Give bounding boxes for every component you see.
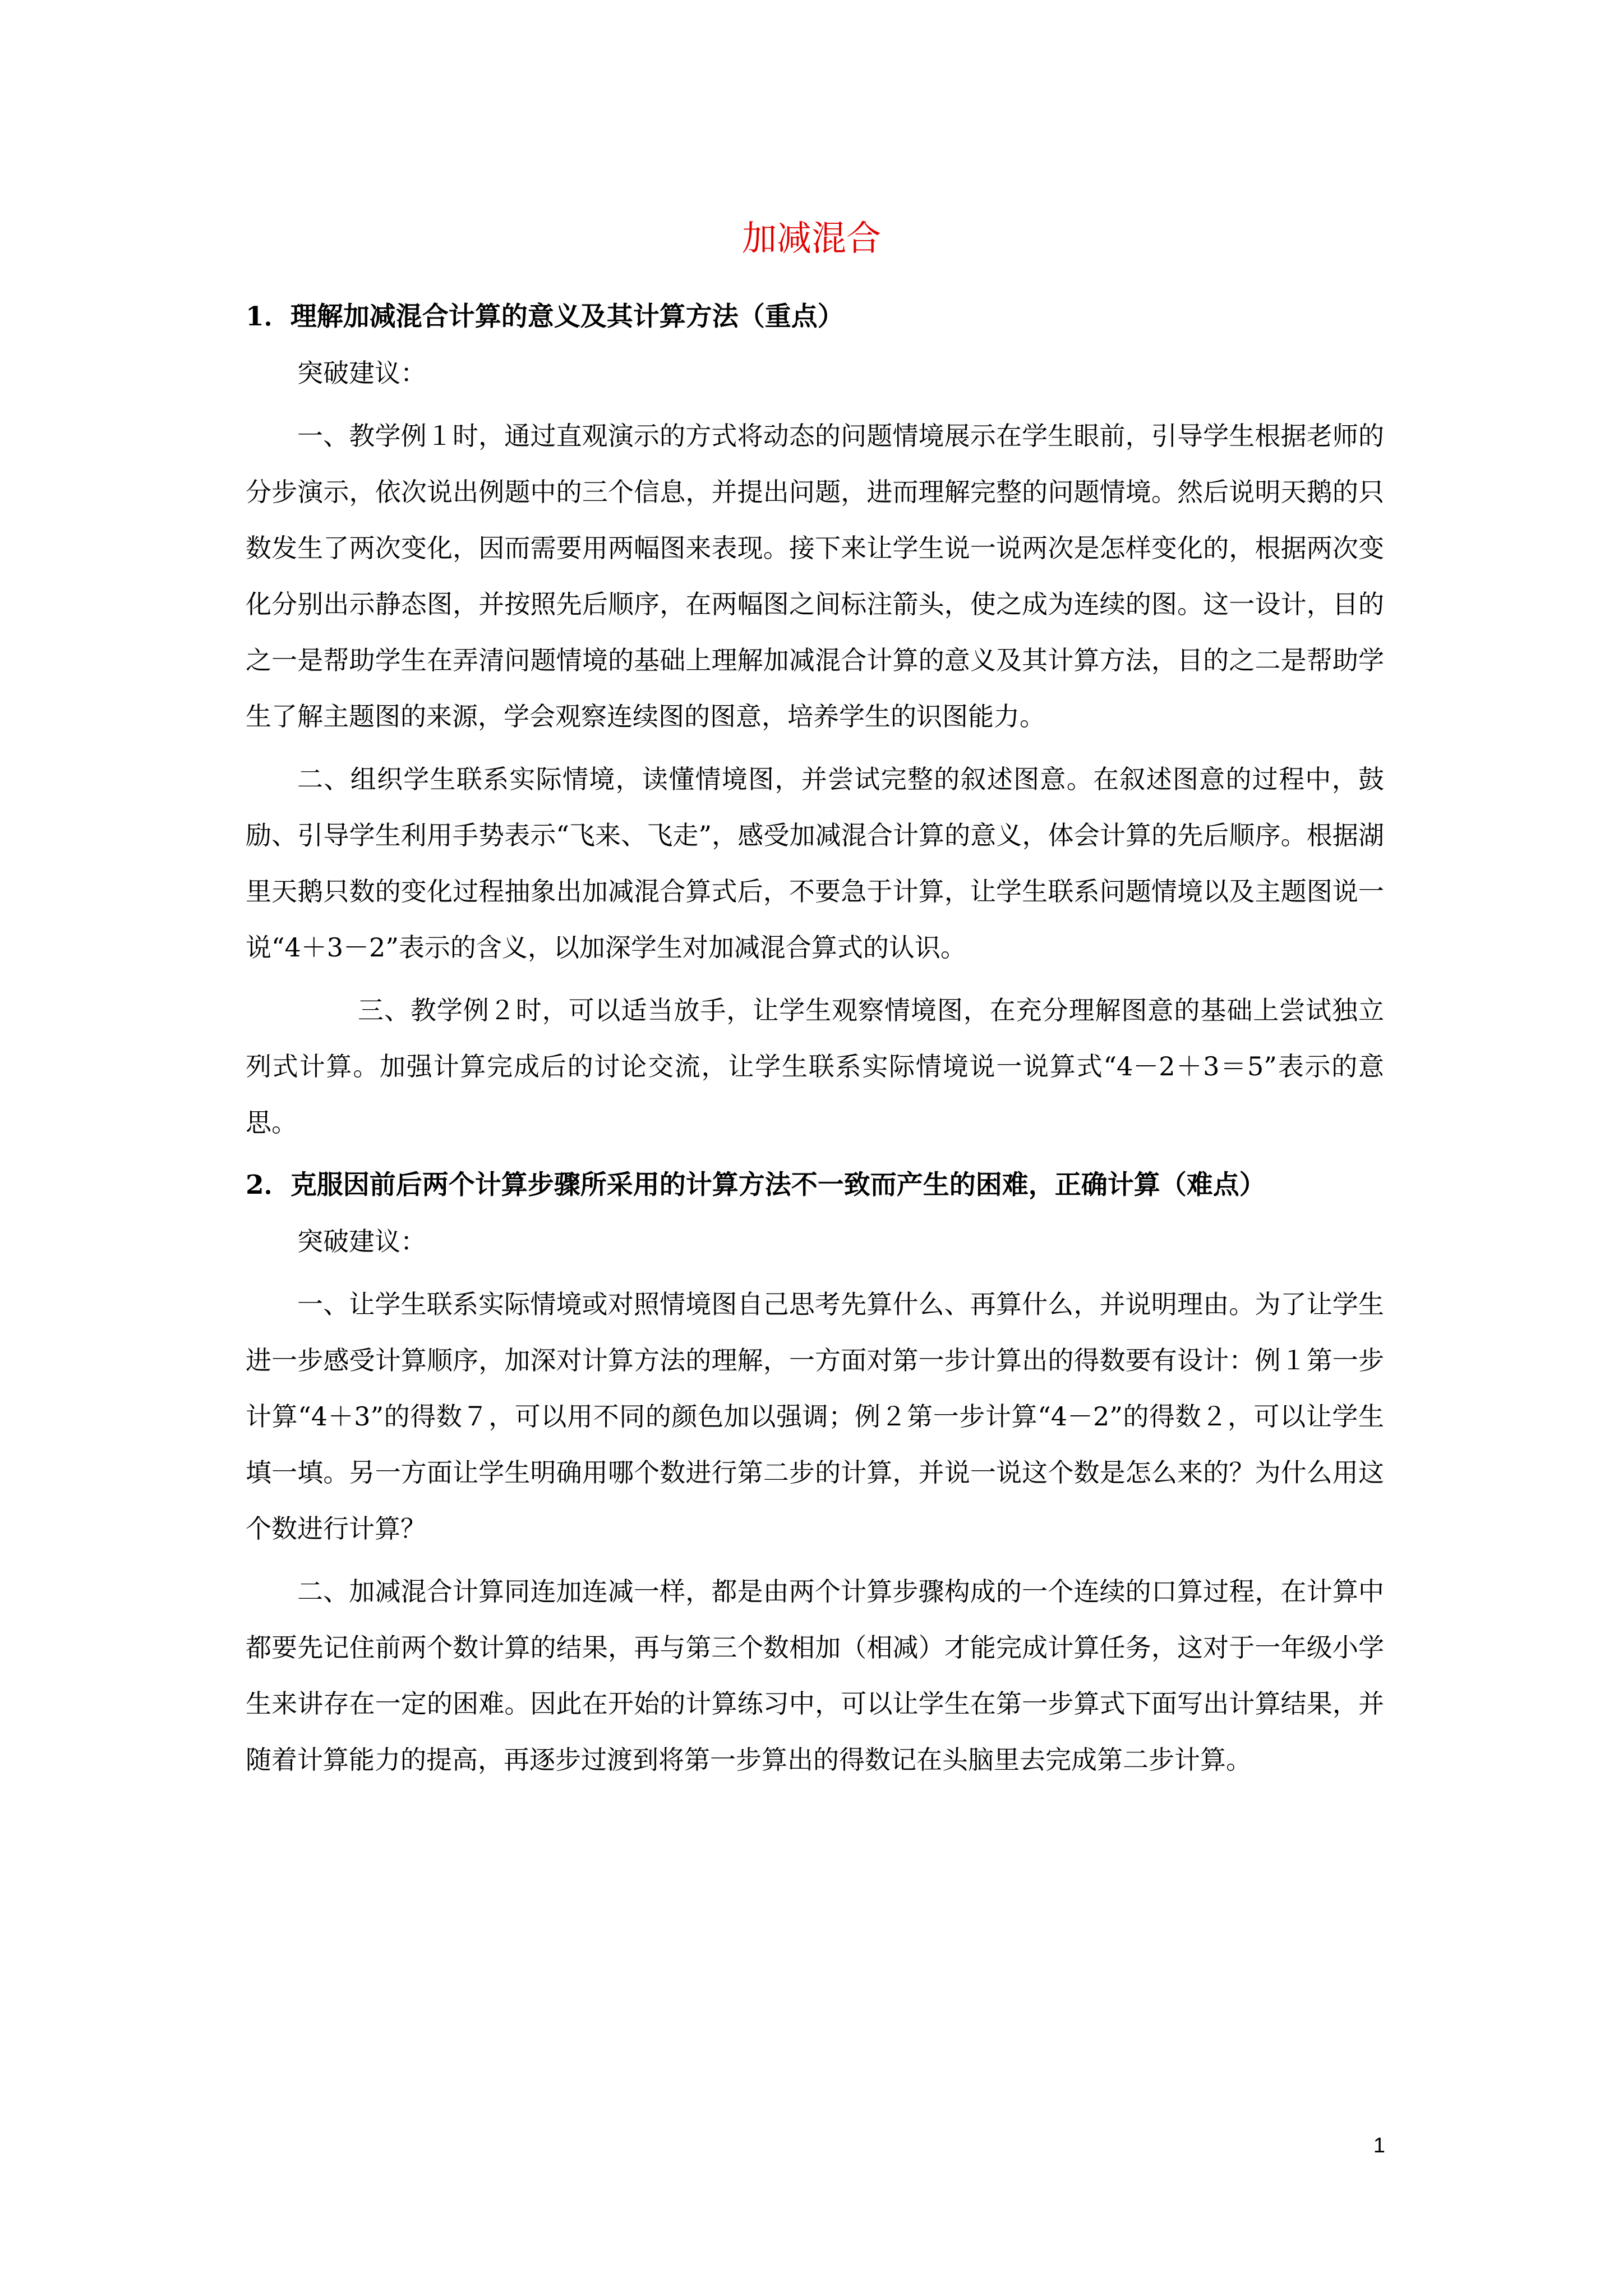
section-2-advice-label: 突破建议： [297, 1226, 426, 1257]
section-1-paragraph: 三、教学例２时，可以适当放手，让学生观察情境图，在充分理解图意的基础上尝试独立列式计算。加强计算完成后的讨论交流，让学生联系实际情境说一说算式“4－2＋3＝5”表示的意思。 [246, 995, 1384, 1138]
document-body [246, 289, 1384, 1788]
section-1-paragraph: 一、教学例１时，通过直观演示的方式将动态的问题情境展示在学生眼前，引导学生根据老师的分步演示，依次说出例题中的三个信息，并提出问题，进而理解完整的问题情境。然后说明天鹅的只数发生了两次变化，因而需要用两幅图来表现。接下来让学生说一说两次是怎样变化的，根据两次变化分别出示静态图，并按照先后顺序，在两幅图之间标注箭头，使之成为连续的图。这一设计，目的之一是帮助学生在弄清问题情境的基础上理解加减混合计算的意义及其计算方法，目的之二是帮助学生了解主题图的来源，学会观察连续图的图意，培养学生的识图能力。 [246, 421, 1384, 731]
section-2-paragraph: 一、让学生联系实际情境或对照情境图自己思考先算什么、再算什么，并说明理由。为了让学生进一步感受计算顺序，加深对计算方法的理解，一方面对第一步计算出的得数要有设计：例１第一步计算“4＋3”的得数７，可以用不同的颜色加以强调；例２第一步计算“4－2”的得数２，可以让学生填一填。另一方面让学生明确用哪个数进行第二步的计算，并说一说这个数是怎么来的？为什么用这个数进行计算？ [246, 1289, 1384, 1544]
section-2-paragraph: 二、加减混合计算同连加连减一样，都是由两个计算步骤构成的一个连续的口算过程，在计算中都要先记住前两个数计算的结果，再与第三个数相加（相减）才能完成计算任务，这对于一年级小学生来讲存在一定的困难。因此在开始的计算练习中，可以让学生在第一步算式下面写出计算结果，并随着计算能力的提高，再逐步过渡到将第一步算出的得数记在头脑里去完成第二步计算。 [246, 1576, 1384, 1775]
section-1-heading: 1．理解加减混合计算的意义及其计算方法（重点） [246, 301, 844, 332]
section-2-heading: 2．克服因前后两个计算步骤所采用的计算方法不一致而产生的困难，正确计算（难点） [246, 1170, 1266, 1200]
section-1-paragraph: 二、组织学生联系实际情境，读懂情境图，并尝试完整的叙述图意。在叙述图意的过程中，鼓励、引导学生利用手势表示“飞来、飞走”，感受加减混合计算的意义，体会计算的先后顺序。根据湖里天鹅只数的变化过程抽象出加减混合算式后，不要急于计算，让学生联系问题情境以及主题图说一说“4＋3－2”表示的含义，以加深学生对加减混合算式的认识。 [246, 764, 1384, 963]
section-1-advice-label: 突破建议： [297, 358, 426, 388]
page-number: 1 [1373, 2134, 1385, 2157]
page-title: 加减混合 [741, 218, 881, 259]
